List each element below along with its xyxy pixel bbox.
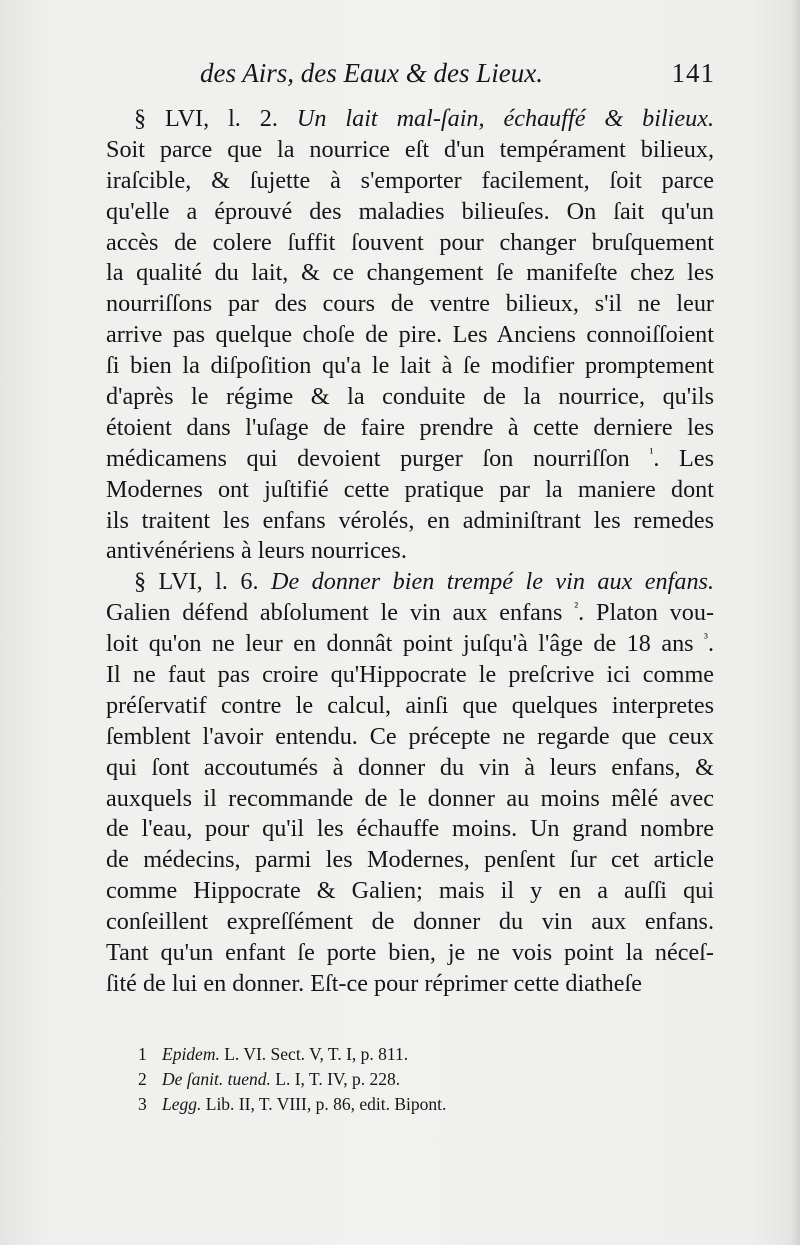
body-text xyxy=(106,104,714,1000)
footnote-text: Legg. Lib. II, T. VIII, p. 86, edit. Bipont. xyxy=(162,1094,447,1114)
body-line: auxquels il recommande de le donner au moins mêlé avec xyxy=(106,784,714,812)
body-line: médicamens qui devoient purger ſon nourriſſon $^{^1}$. Les xyxy=(106,444,714,472)
footnote-text: De ſanit. tuend. L. I, T. IV, p. 228. xyxy=(162,1069,401,1089)
footnote-number: 1 xyxy=(138,1044,147,1064)
body-line: Il ne faut pas croire qu'Hippocrate le preſcrive ici comme xyxy=(106,661,714,689)
body-line: arrive pas quelque choſe de pire. Les Anciens connoiſſoient xyxy=(106,321,714,349)
body-line: loit qu'on ne leur en donnât point juſqu'à l'âge de 18 ans $^{^3}$. xyxy=(106,630,714,658)
body-line: ſi bien la diſpoſition qu'a le lait à ſe modifier promptement xyxy=(106,352,714,380)
footnote-text: Epidem. L. VI. Sect. V, T. I, p. 811. xyxy=(162,1044,409,1064)
body-line: préſervatif contre le calcul, ainſi que quelques interpretes xyxy=(106,691,714,719)
body-line: ſemblent l'avoir entendu. Ce précepte ne regarde que ceux xyxy=(106,722,714,750)
body-line: ils traitent les enfans vérolés, en adminiſtrant les remedes xyxy=(106,506,714,534)
body-line: § LVI, l. 6. De donner bien trempé le vin aux enfans. xyxy=(134,568,714,596)
footnote-number: 3 xyxy=(138,1094,147,1114)
body-line: Galien défend abſolument le vin aux enfans $^{^2}$. Platon vou- xyxy=(106,599,714,627)
page-edge-shadow xyxy=(790,0,800,1245)
body-line: antivénériens à leurs nourrices. xyxy=(106,537,407,565)
footnote xyxy=(138,1092,598,1117)
body-line: étoient dans l'uſage de faire prendre à cette derniere les xyxy=(106,413,714,441)
body-line: qui ſont accoutumés à donner du vin à leurs enfans, & xyxy=(106,753,714,781)
body-line: accès de colere ſuffit ſouvent pour changer bruſquement xyxy=(106,228,714,256)
body-line: qu'elle a éprouvé des maladies bilieuſes. On ſait qu'un xyxy=(106,197,714,225)
footnote-number: 2 xyxy=(138,1069,147,1089)
body-line: conſeillent expreſſément de donner du vin aux enfans. xyxy=(106,908,714,936)
footnotes xyxy=(138,1042,598,1117)
body-line: de l'eau, pour qu'il les échauffe moins. Un grand nombre xyxy=(106,815,714,843)
body-line: iraſcible, & ſujette à s'emporter facilement, ſoit parce xyxy=(106,166,714,194)
page-number: 141 xyxy=(671,58,715,88)
body-line: Modernes ont juſtifié cette pratique par la maniere dont xyxy=(106,475,714,503)
footnote xyxy=(138,1042,598,1067)
body-line: de médecins, parmi les Modernes, penſent ſur cet article xyxy=(106,846,714,874)
body-line: la qualité du lait, & ce changement ſe manifeſte chez les xyxy=(106,259,714,287)
body-line: d'après le régime & la conduite de la nourrice, qu'ils xyxy=(106,383,714,411)
body-line: comme Hippocrate & Galien; mais il y en a auſſi qui xyxy=(106,877,714,905)
body-line: Tant qu'un enfant ſe porte bien, je ne vois point la néceſ- xyxy=(106,939,714,967)
page-header xyxy=(200,56,715,90)
body-line: nourriſſons par des cours de ventre bilieux, s'il ne leur xyxy=(106,290,714,318)
body-line: Soit parce que la nourrice eſt d'un tempérament bilieux, xyxy=(106,135,714,163)
footnote xyxy=(138,1067,598,1092)
body-line: ſité de lui en donner. Eſt-ce pour réprimer cette diatheſe xyxy=(106,969,642,997)
running-title: des Airs, des Eaux & des Lieux. xyxy=(200,58,543,88)
body-line: § LVI, l. 2. Un lait mal-ſain, échauffé & bilieux. xyxy=(134,105,714,132)
